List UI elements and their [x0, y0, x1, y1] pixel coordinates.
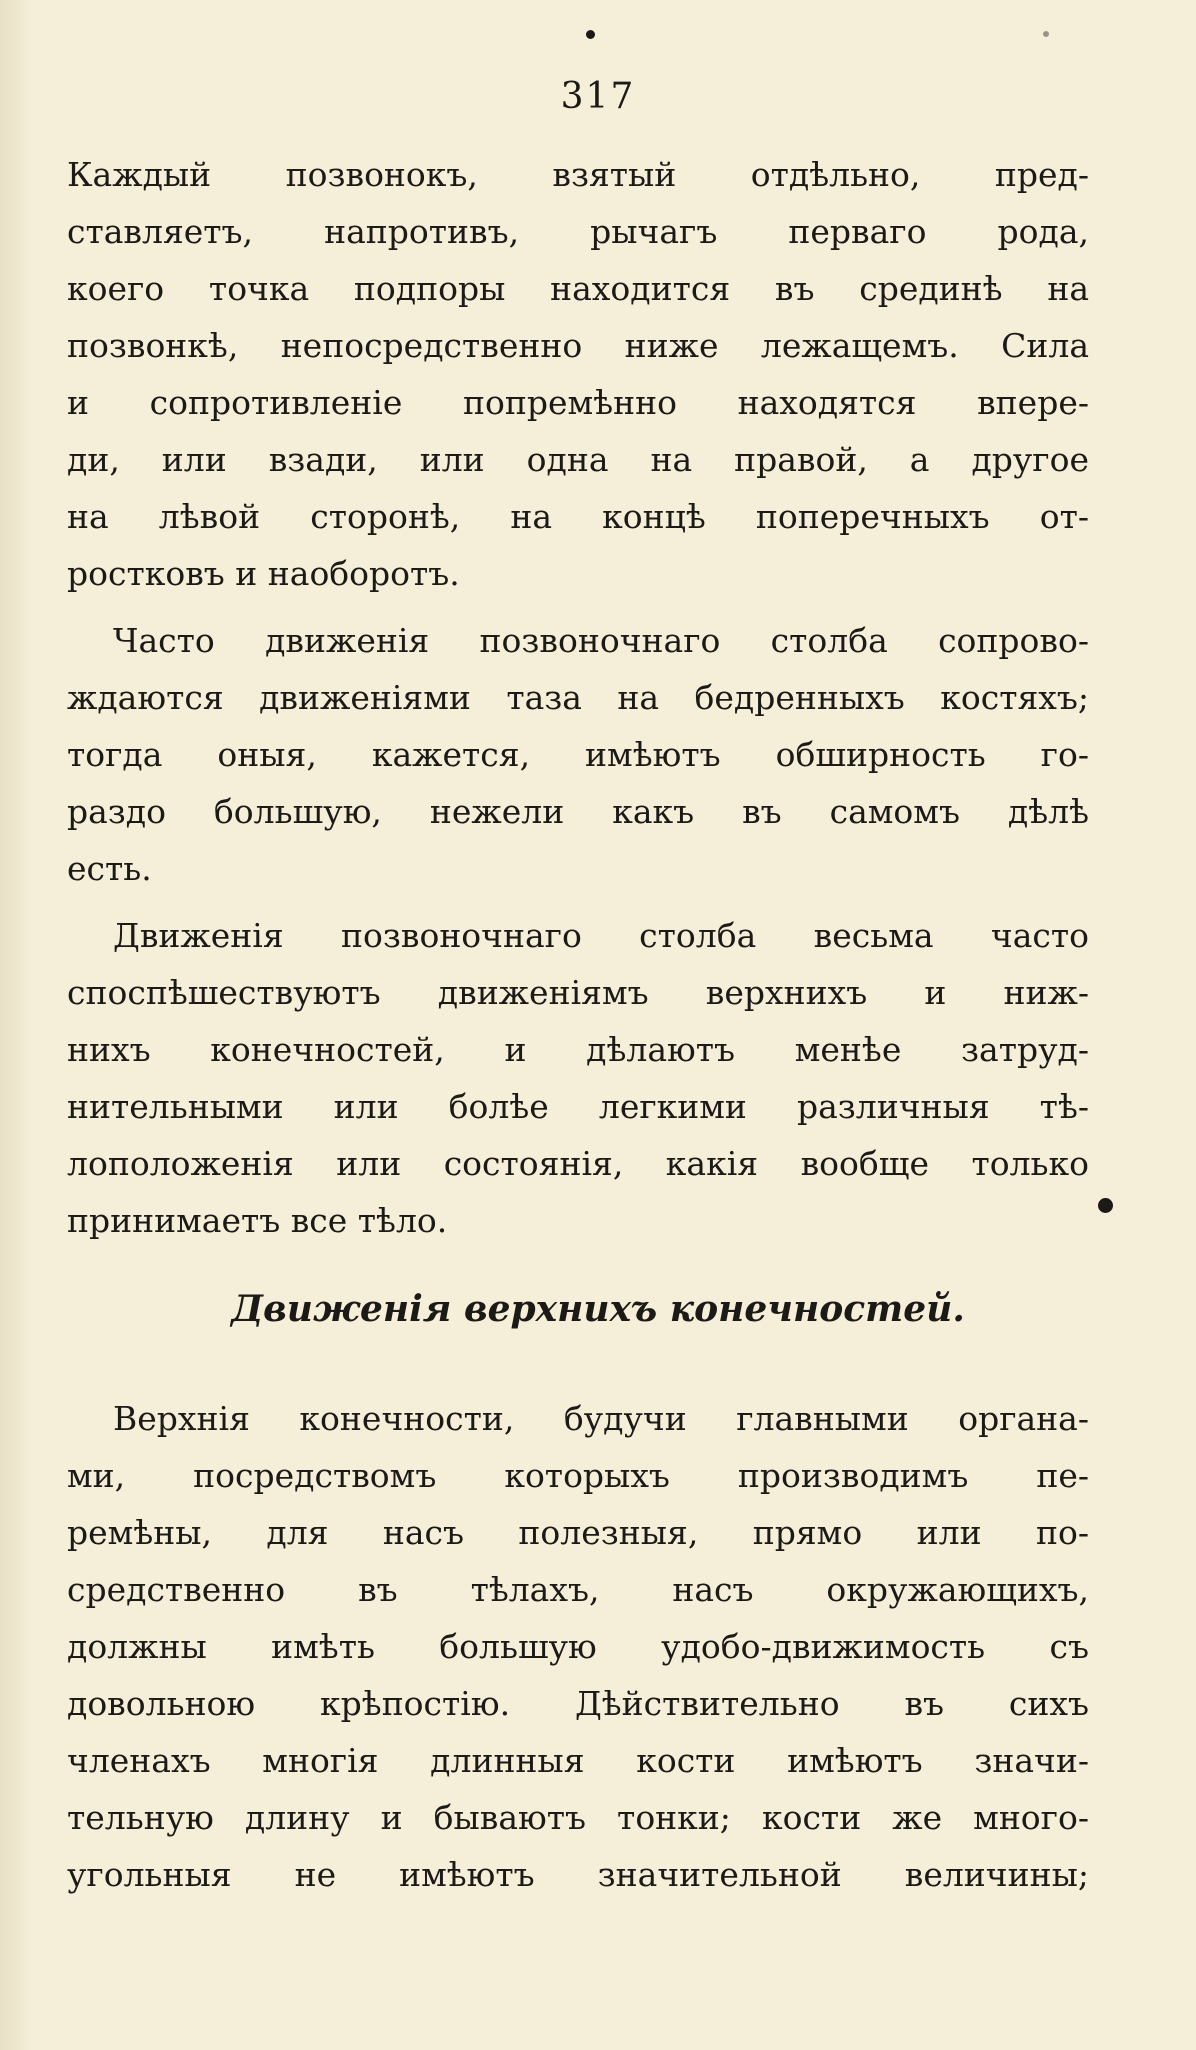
section-heading: Движенія верхнихъ конечностей.: [231, 1288, 965, 1330]
text-line: нительными или болѣе легкими различныя тѣ-: [67, 1087, 1089, 1126]
ink-blot: [1098, 1198, 1113, 1213]
text-line: ждаются движеніями таза на бедренныхъ костяхъ;: [67, 678, 1089, 717]
text-line: довольною крѣпостію. Дѣйствительно въ сихъ: [67, 1684, 1089, 1723]
text-line: угольныя не имѣютъ значительной величины;: [67, 1855, 1089, 1894]
text-line: Движенія позвоночнаго столба весьма часто: [113, 916, 1089, 955]
text-line: Часто движенія позвоночнаго столба сопрово-: [113, 621, 1089, 660]
page-number: 317: [560, 76, 636, 117]
paragraph: [67, 612, 1089, 897]
text-line: лоположенія или состоянія, какія вообще только: [67, 1144, 1089, 1183]
text-line: ростковъ и наоборотъ.: [67, 554, 460, 593]
paragraph: [67, 907, 1089, 1249]
text-line: на лѣвой сторонѣ, на концѣ поперечныхъ от-: [67, 497, 1089, 536]
text-line: средственно въ тѣлахъ, насъ окружающихъ,: [67, 1570, 1089, 1609]
text-line: и сопротивленіе попремѣнно находятся впере-: [67, 383, 1089, 422]
ink-speck: [586, 30, 595, 39]
text-line: тогда оныя, кажется, имѣютъ обширность го-: [67, 735, 1089, 774]
text-line: позвонкѣ, непосредственно ниже лежащемъ. Сила: [67, 326, 1089, 365]
text-line: коего точка подпоры находится въ срединѣ на: [67, 269, 1089, 308]
text-line: споспѣшествуютъ движеніямъ верхнихъ и ниж-: [67, 973, 1089, 1012]
text-line: принимаетъ все тѣло.: [67, 1201, 448, 1240]
paragraph: [67, 146, 1089, 602]
text-line: ставляетъ, напротивъ, рычагъ перваго рода,: [67, 212, 1089, 251]
text-line: должны имѣть большую удобо-движимость съ: [67, 1627, 1089, 1666]
text-line: членахъ многія длинныя кости имѣютъ значи-: [67, 1741, 1089, 1780]
text-line: ремѣны, для насъ полезныя, прямо или по-: [67, 1513, 1089, 1552]
text-line: Каждый позвонокъ, взятый отдѣльно, пред-: [67, 155, 1089, 194]
page-edge-shadow: [0, 0, 34, 2050]
text-line: нихъ конечностей, и дѣлаютъ менѣе затруд-: [67, 1030, 1089, 1069]
text-line: есть.: [67, 849, 152, 888]
text-line: ми, посредствомъ которыхъ производимъ пе-: [67, 1456, 1089, 1495]
text-line: Верхнія конечности, будучи главными органа-: [113, 1399, 1089, 1438]
ink-speck: [1043, 31, 1049, 37]
text-line: ди, или взади, или одна на правой, а другое: [67, 440, 1089, 479]
text-line: раздо большую, нежели какъ въ самомъ дѣлѣ: [67, 792, 1089, 831]
paragraph: [67, 1390, 1089, 1903]
text-line: тельную длину и бываютъ тонки; кости же много-: [67, 1798, 1089, 1837]
